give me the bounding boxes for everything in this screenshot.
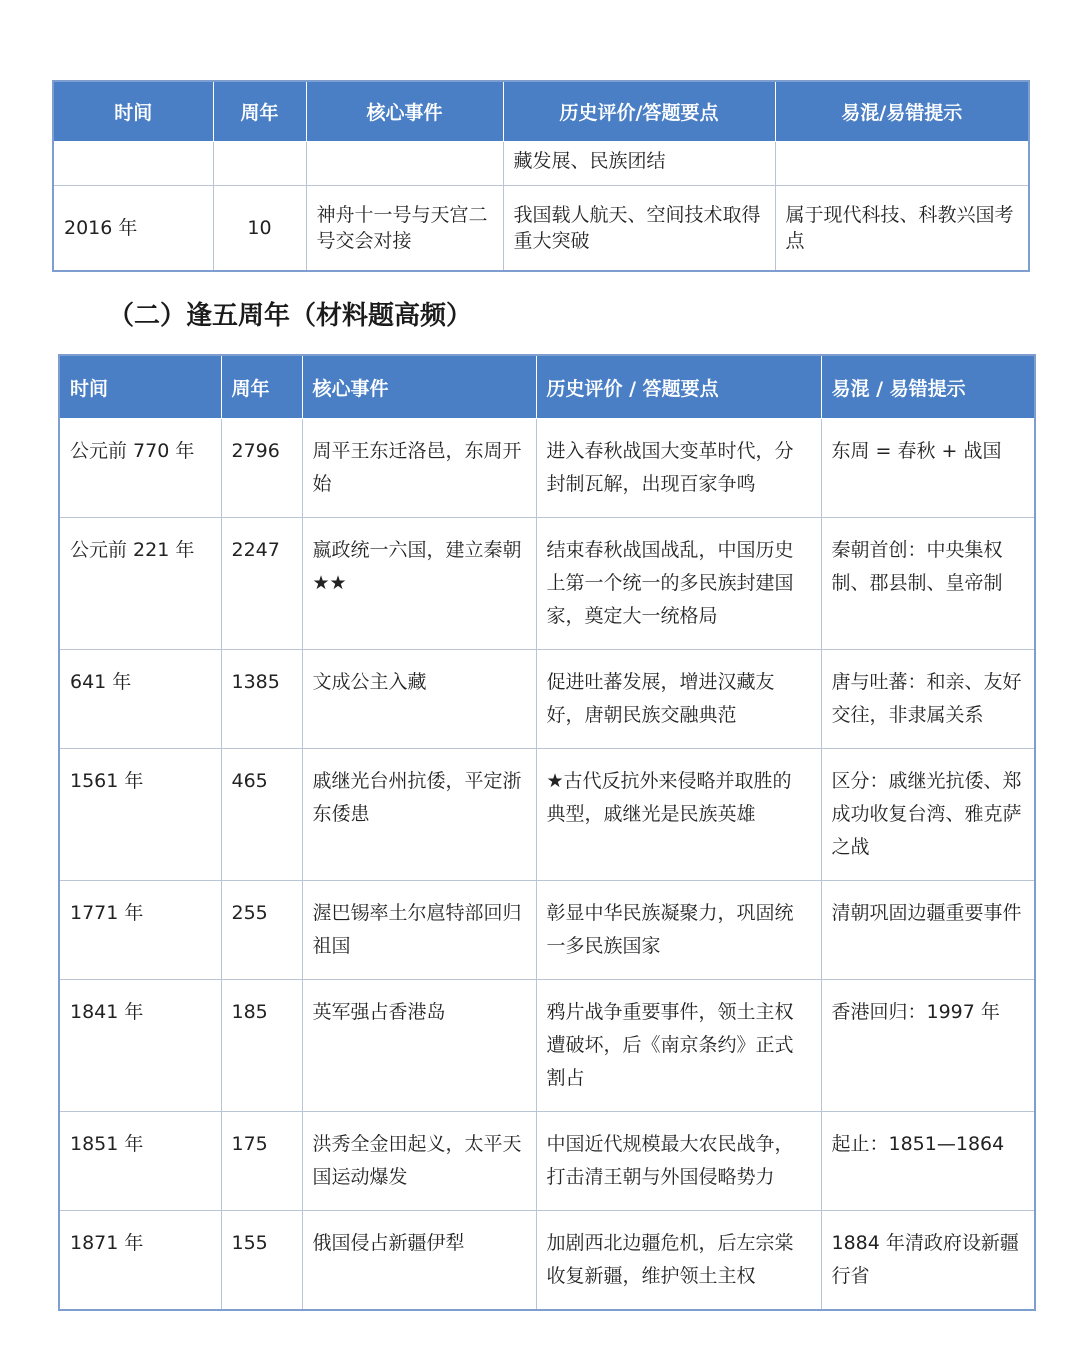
cell-time (53, 142, 213, 186)
cell-anniversary: 10 (213, 186, 306, 272)
cell-tips (775, 142, 1029, 186)
cell-anniversary: 2247 (221, 518, 302, 650)
cell-time: 1851 年 (59, 1112, 221, 1211)
col-header-time: 时间 (53, 81, 213, 142)
cell-tips: 起止：1851—1864 (821, 1112, 1035, 1211)
cell-time: 641 年 (59, 650, 221, 749)
cell-tips: 属于现代科技、科教兴国考点 (775, 186, 1029, 272)
col-header-evaluation: 历史评价/答题要点 (503, 81, 775, 142)
anniversary-table (58, 354, 1036, 1311)
cell-evaluation: 进入春秋战国大变革时代，分封制瓦解，出现百家争鸣 (536, 419, 821, 518)
table-row (59, 419, 1035, 518)
cell-event: 英军强占香港岛 (302, 980, 536, 1112)
cell-anniversary: 1385 (221, 650, 302, 749)
table-row (59, 1211, 1035, 1311)
cell-anniversary: 465 (221, 749, 302, 881)
cell-event: 嬴政统一六国，建立秦朝★★ (302, 518, 536, 650)
col-header-anniversary: 周年 (221, 355, 302, 419)
cell-evaluation: 结束春秋战国战乱，中国历史上第一个统一的多民族封建国家，奠定大一统格局 (536, 518, 821, 650)
cell-evaluation: 我国载人航天、空间技术取得重大突破 (503, 186, 775, 272)
cell-evaluation: 藏发展、民族团结 (503, 142, 775, 186)
cell-time: 1841 年 (59, 980, 221, 1112)
cell-tips: 秦朝首创：中央集权制、郡县制、皇帝制 (821, 518, 1035, 650)
section-title: （二）逢五周年（材料题高频） (108, 301, 473, 331)
cell-time: 2016 年 (53, 186, 213, 272)
cell-time: 1871 年 (59, 1211, 221, 1311)
table-row (59, 980, 1035, 1112)
cell-event: 洪秀全金田起义，太平天国运动爆发 (302, 1112, 536, 1211)
col-header-time: 时间 (59, 355, 221, 419)
cell-time: 公元前 770 年 (59, 419, 221, 518)
top-table (52, 80, 1030, 272)
col-header-event: 核心事件 (306, 81, 503, 142)
cell-tips: 东周 = 春秋 + 战国 (821, 419, 1035, 518)
table-row (59, 1112, 1035, 1211)
cell-evaluation: 鸦片战争重要事件，领土主权遭破坏，后《南京条约》正式割占 (536, 980, 821, 1112)
table-row (53, 186, 1029, 272)
cell-time: 1561 年 (59, 749, 221, 881)
col-header-event: 核心事件 (302, 355, 536, 419)
cell-evaluation: 加剧西北边疆危机，后左宗棠收复新疆，维护领土主权 (536, 1211, 821, 1311)
cell-anniversary: 175 (221, 1112, 302, 1211)
table-row (53, 142, 1029, 186)
header-row (59, 355, 1035, 419)
cell-evaluation: 中国近代规模最大农民战争，打击清王朝与外国侵略势力 (536, 1112, 821, 1211)
table-row (59, 881, 1035, 980)
cell-event: 文成公主入藏 (302, 650, 536, 749)
cell-event: 神舟十一号与天宫二号交会对接 (306, 186, 503, 272)
cell-tips: 区分：戚继光抗倭、郑成功收复台湾、雅克萨之战 (821, 749, 1035, 881)
cell-anniversary: 185 (221, 980, 302, 1112)
cell-tips: 香港回归：1997 年 (821, 980, 1035, 1112)
cell-evaluation: ★古代反抗外来侵略并取胜的典型，戚继光是民族英雄 (536, 749, 821, 881)
cell-event: 俄国侵占新疆伊犁 (302, 1211, 536, 1311)
cell-tips: 清朝巩固边疆重要事件 (821, 881, 1035, 980)
col-header-anniversary: 周年 (213, 81, 306, 142)
cell-anniversary (213, 142, 306, 186)
cell-tips: 1884 年清政府设新疆行省 (821, 1211, 1035, 1311)
cell-tips: 唐与吐蕃：和亲、友好交往，非隶属关系 (821, 650, 1035, 749)
cell-anniversary: 155 (221, 1211, 302, 1311)
cell-event: 周平王东迁洛邑，东周开始 (302, 419, 536, 518)
cell-event: 渥巴锡率土尔扈特部回归祖国 (302, 881, 536, 980)
cell-evaluation: 促进吐蕃发展，增进汉藏友好，唐朝民族交融典范 (536, 650, 821, 749)
table-row (59, 518, 1035, 650)
table-row (59, 749, 1035, 881)
cell-time: 1771 年 (59, 881, 221, 980)
cell-evaluation: 彰显中华民族凝聚力，巩固统一多民族国家 (536, 881, 821, 980)
col-header-evaluation: 历史评价 / 答题要点 (536, 355, 821, 419)
header-row (53, 81, 1029, 142)
col-header-tips: 易混 / 易错提示 (821, 355, 1035, 419)
cell-time: 公元前 221 年 (59, 518, 221, 650)
cell-anniversary: 2796 (221, 419, 302, 518)
cell-event: 戚继光台州抗倭，平定浙东倭患 (302, 749, 536, 881)
cell-anniversary: 255 (221, 881, 302, 980)
table-row (59, 650, 1035, 749)
cell-event (306, 142, 503, 186)
col-header-tips: 易混/易错提示 (775, 81, 1029, 142)
